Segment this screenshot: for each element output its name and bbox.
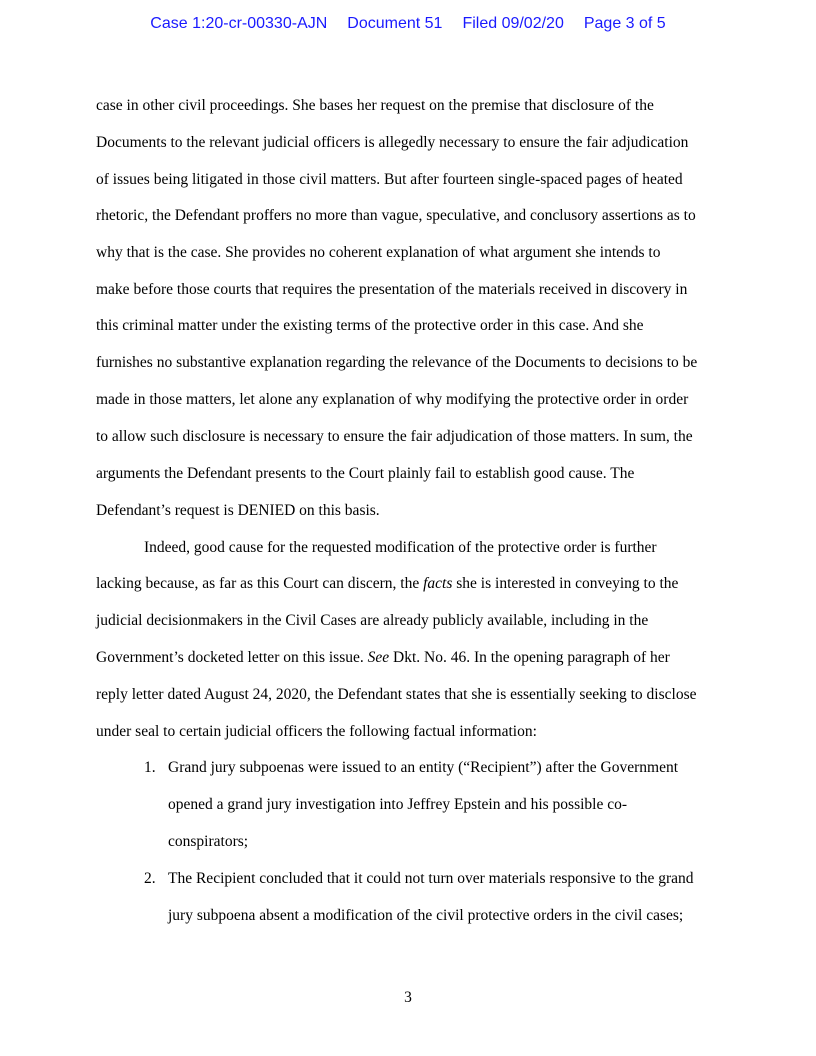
text-run: Dkt. No. 46. In the opening paragraph of her <box>389 649 670 666</box>
body-line: why that is the case. She provides no coherent explanation of what argument she intends to <box>96 244 661 261</box>
text-run: Government’s docketed letter on this issue. <box>96 649 368 666</box>
text-run: lacking because, as far as this Court can discern, the <box>96 575 424 592</box>
body-line <box>96 648 670 668</box>
list-number: 2. <box>144 870 156 887</box>
list-item-line: The Recipient concluded that it could not turn over materials responsive to the grand <box>168 870 694 887</box>
list-item-line: jury subpoena absent a modification of the civil protective orders in the civil cases; <box>168 907 684 924</box>
italic-term: facts <box>423 575 453 592</box>
ecf-header <box>0 15 816 33</box>
text-run: she is interested in conveying to the <box>452 575 679 592</box>
case-number: Case 1:20-cr-00330-AJN <box>150 15 328 32</box>
body-line: to allow such disclosure is necessary to ensure the fair adjudication of those matters. In sum, the <box>96 428 693 445</box>
body-line: under seal to certain judicial officers the following factual information: <box>96 723 537 740</box>
body-line: reply letter dated August 24, 2020, the Defendant states that she is essentially seeking to disclose <box>96 686 697 703</box>
list-number: 1. <box>144 759 156 776</box>
body-line: make before those courts that requires the presentation of the materials received in discovery in <box>96 281 688 298</box>
filed-date: Filed 09/02/20 <box>462 15 564 32</box>
body-line: this criminal matter under the existing terms of the protective order in this case. And she <box>96 317 644 334</box>
body-line: made in those matters, let alone any explanation of why modifying the protective order in order <box>96 391 689 408</box>
body-line: of issues being litigated in those civil matters. But after fourteen single-spaced pages of heated <box>96 171 683 188</box>
list-item-line: opened a grand jury investigation into Jeffrey Epstein and his possible co- <box>168 796 628 813</box>
body-line: Indeed, good cause for the requested modification of the protective order is further <box>144 539 657 556</box>
document-number: Document 51 <box>347 15 443 32</box>
page-number: 3 <box>404 989 412 1006</box>
italic-signal: See <box>367 649 390 666</box>
body-line: case in other civil proceedings. She bases her request on the premise that disclosure of the <box>96 97 654 114</box>
body-line: rhetoric, the Defendant proffers no more than vague, speculative, and conclusory assertions as to <box>96 207 696 224</box>
body-line: furnishes no substantive explanation regarding the relevance of the Documents to decisions to be <box>96 354 698 371</box>
body-line: Defendant’s request is DENIED on this basis. <box>96 502 380 519</box>
page-of-pages: Page 3 of 5 <box>583 15 666 32</box>
body-line: judicial decisionmakers in the Civil Cases are already publicly available, including in the <box>96 612 649 629</box>
body-line: Documents to the relevant judicial officers is allegedly necessary to ensure the fair adjudication <box>96 134 689 151</box>
list-item-line: Grand jury subpoenas were issued to an entity (“Recipient”) after the Government <box>168 759 679 776</box>
body-line: arguments the Defendant presents to the Court plainly fail to establish good cause. The <box>96 465 635 482</box>
body-line <box>96 574 678 594</box>
list-item-line: conspirators; <box>168 833 249 850</box>
